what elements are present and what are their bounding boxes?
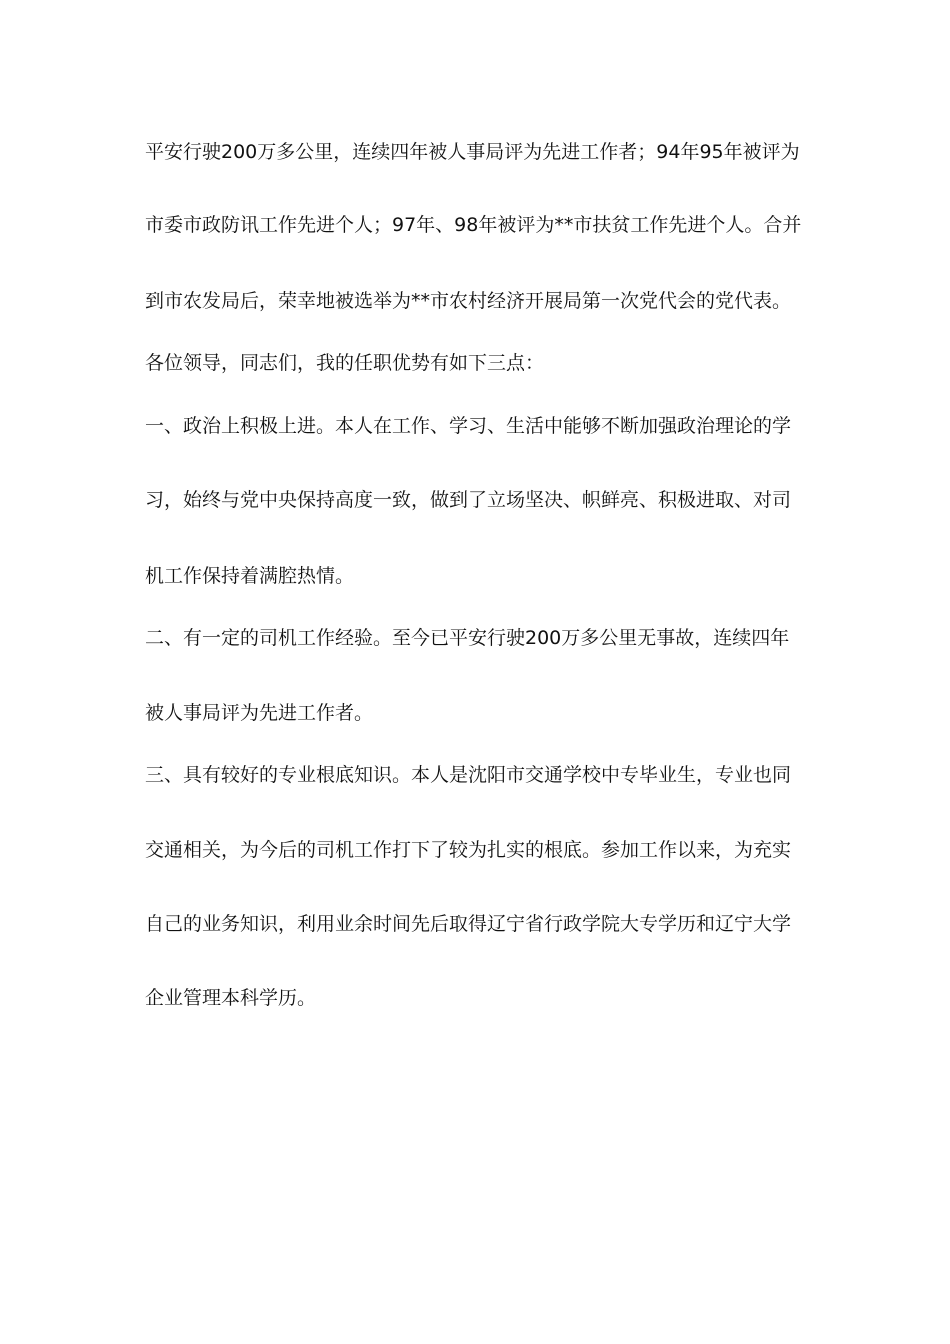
text-line: 企业管理本科学历。 xyxy=(145,987,317,1009)
text-line: 一、政治上积极上进。本人在工作、学习、生活中能够不断加强政治理论的学 xyxy=(145,415,792,437)
text-line: 到市农发局后，荣幸地被选举为**市农村经济开展局第一次党代会的党代表。 xyxy=(145,290,792,312)
text-line: 二、有一定的司机工作经验。至今已平安行驶200万多公里无事故，连续四年 xyxy=(145,627,790,649)
text-line: 平安行驶200万多公里，连续四年被人事局评为先进工作者；94年95年被评为 xyxy=(145,141,800,163)
text-line: 三、具有较好的专业根底知识。本人是沈阳市交通学校中专毕业生，专业也同 xyxy=(145,764,792,786)
text-line: 市委市政防讯工作先进个人；97年、98年被评为**市扶贫工作先进个人。合并 xyxy=(145,214,802,236)
text-line: 习，始终与党中央保持高度一致，做到了立场坚决、帜鲜亮、积极进取、对司 xyxy=(145,489,792,511)
text-line: 机工作保持着满腔热情。 xyxy=(145,565,355,587)
text-line: 各位领导，同志们，我的任职优势有如下三点： xyxy=(145,352,545,374)
text-line: 交通相关，为今后的司机工作打下了较为扎实的根底。参加工作以来，为充实 xyxy=(145,839,792,861)
text-line: 被人事局评为先进工作者。 xyxy=(145,702,374,724)
text-line: 自己的业务知识，利用业余时间先后取得辽宁省行政学院大专学历和辽宁大学 xyxy=(145,913,792,935)
